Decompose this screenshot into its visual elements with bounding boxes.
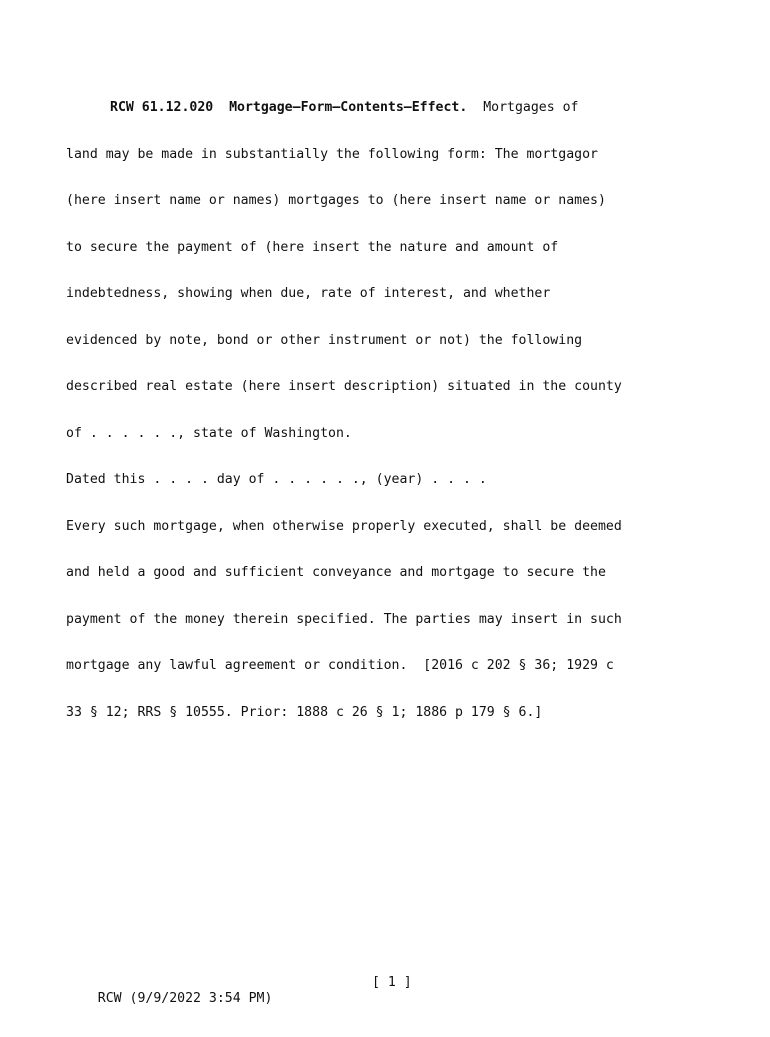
history-note-line: 33 § 12; RRS § 10555. Prior: 1888 c 26 § 1; 1886 p 179 § 6.] [66,704,543,720]
body-line-2: (here insert name or names) mortgages to (here insert name or names) [66,193,606,208]
page-number: [ 1 ] [372,975,412,990]
body-line-0: Mortgages of [483,100,579,115]
body-line-4: indebtedness, showing when due, rate of interest, and whether [66,286,551,301]
statute-citation: RCW 61.12.020 [110,100,214,115]
body-line-5: evidenced by note, bond or other instrument or not) the following [66,332,583,348]
heading-line [66,100,706,116]
footer-timestamp: RCW (9/9/2022 3:54 PM) [97,990,273,1006]
body-line-1: land may be made in substantially the following form: The mortgagor [66,146,598,162]
page-footer [66,975,706,1037]
dated-line: Dated this . . . . day of . . . . . ., (year) . . . . [66,472,487,487]
statute-title: Mortgage—Form—Contents—Effect. [229,100,468,115]
body-line-10: and held a good and sufficient conveyance and mortgage to secure the [66,565,606,580]
body-line-9: Every such mortgage, when otherwise properly executed, shall be deemed [66,518,622,534]
statute-body [66,69,706,751]
body-line-6: described real estate (here insert description) situated in the county [66,379,622,394]
body-line-3: to secure the payment of (here insert the nature and amount of [66,239,559,255]
body-line-7: of . . . . . ., state of Washington. [66,425,352,441]
body-line-11: payment of the money therein specified. The parties may insert in such [66,611,622,627]
body-line-12: mortgage any lawful agreement or condition. [2016 c 202 § 36; 1929 c [66,658,614,673]
